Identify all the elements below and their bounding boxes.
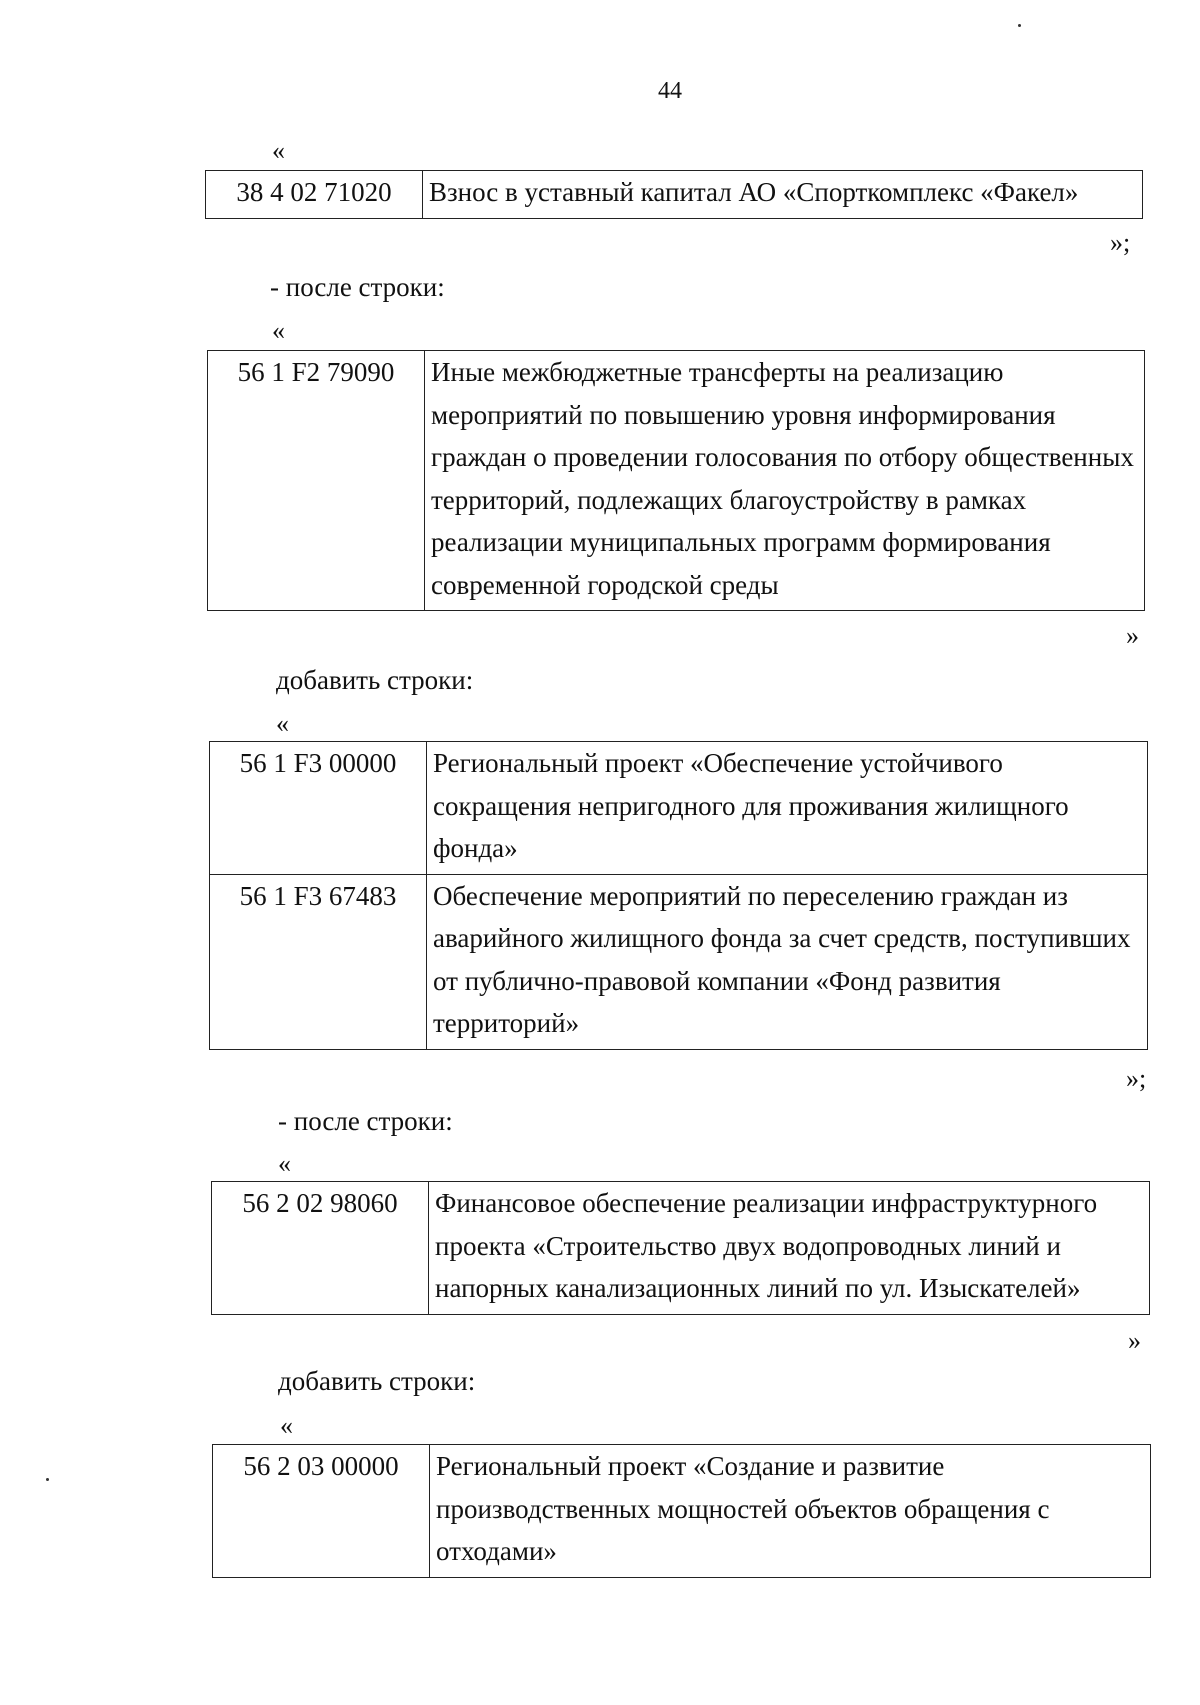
budget-code: 56 2 03 00000 [213,1445,430,1578]
budget-description: Региональный проект «Обеспечение устойчивого сокращения непригодного для проживания жилищного фонда» [427,742,1148,875]
budget-code: 38 4 02 71020 [206,171,423,219]
code-table [212,1444,1151,1578]
budget-code: 56 1 F3 00000 [210,742,427,875]
opening-quote: « [272,316,285,345]
instruction-text: - после строки: [270,272,445,302]
table-row [206,171,1143,219]
table-row [212,1182,1150,1315]
table-row [208,351,1145,611]
budget-code: 56 1 F3 67483 [210,874,427,1049]
code-table [205,170,1143,219]
scan-speck [46,1478,49,1481]
table-row [210,874,1148,1049]
budget-description: Взнос в уставный капитал АО «Спорткомплекс «Факел» [423,171,1143,219]
opening-quote: « [276,709,289,738]
closing-quote: »; [1110,228,1131,257]
budget-description: Финансовое обеспечение реализации инфраструктурного проекта «Строительство двух водопроводных линий и напорных канализационных линий по ул. Изыскателей» [429,1182,1150,1315]
code-table [209,741,1148,1050]
budget-description: Иные межбюджетные трансферты на реализацию мероприятий по повышению уровня информирования граждан о проведении голосования по отбору общественных территорий, подлежащих благоустройству в рамках реализации муниципальных программ формирования современной городской среды [425,351,1145,611]
opening-quote: « [272,136,285,165]
closing-quote: »; [1126,1064,1147,1093]
code-table [207,350,1145,611]
closing-quote: » [1128,1326,1141,1355]
closing-quote: » [1126,621,1139,650]
opening-quote: « [280,1411,293,1440]
instruction-text: добавить строки: [278,1366,476,1396]
budget-description: Региональный проект «Создание и развитие производственных мощностей объектов обращения с отходами» [430,1445,1151,1578]
opening-quote: « [278,1149,291,1178]
budget-description: Обеспечение мероприятий по переселению граждан из аварийного жилищного фонда за счет средств, поступивших от публично-правовой компании «Фонд развития территорий» [427,874,1148,1049]
instruction-text: добавить строки: [276,665,474,695]
table-row [210,742,1148,875]
page-number: 44 [658,78,682,104]
instruction-text: - после строки: [278,1106,453,1136]
code-table [211,1181,1150,1315]
budget-code: 56 1 F2 79090 [208,351,425,611]
scan-speck [1018,24,1021,27]
table-row [213,1445,1151,1578]
budget-code: 56 2 02 98060 [212,1182,429,1315]
